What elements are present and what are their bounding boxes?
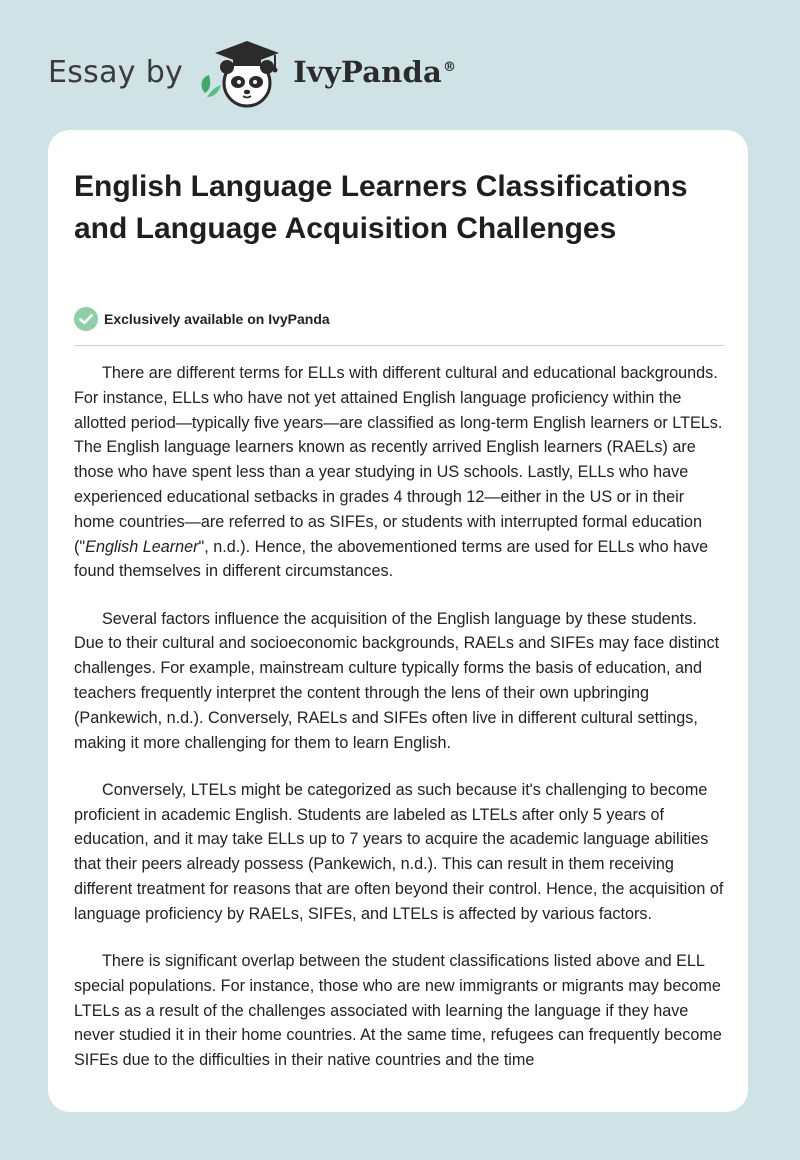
exclusive-badge: [74, 306, 330, 332]
paragraph-text: ", n.d.). Hence, the abovementioned terms are used for ELLs who have found themselves in different circumstances.: [74, 537, 709, 581]
check-circle-icon: [74, 307, 98, 331]
paragraph: There is significant overlap between the student classifications listed above and ELL special populations. For instance, those who are new immigrants or migrants may become LTELs as a result of the challenges associated with learning the language if they have never studied it in their home countries. At the same time, refugees can frequently become SIFEs due to the difficulties in their native countries and the time: [74, 951, 722, 1070]
brand-header: [48, 32, 456, 112]
brand-prefix: Essay by: [48, 54, 184, 90]
essay-card: [48, 130, 748, 1112]
citation-title: English Learner: [85, 537, 199, 556]
paragraph: Several factors influence the acquisition of the English language by these students. Due to their cultural and socioeconomic backgrounds, RAELs and SIFEs may face distinct challenges. For example, mainstream culture typically forms the basis of education, and teachers frequently interpret the content through the lens of their own upbringing (Pankewich, n.d.). Conversely, RAELs and SIFEs often live in different cultural settings, making it more challenging for them to learn English.: [74, 609, 720, 752]
paragraph-text: There are different terms for ELLs with different cultural and educational backgrounds. For instance, ELLs who have not yet attained English language proficiency within the allotted period—typically five years—are classified as long-term English learners or LTELs. The English language learners known as recently arrived English learners (RAELs) are those who have spent less than a year studying in US schools. Lastly, ELLs who have experienced educational setbacks in grades 4 through 12—either in the US or in their home countries—are referred to as SIFEs, or students with interrupted formal education (": [74, 364, 723, 556]
divider: [74, 345, 724, 346]
panda-graduate-logo-icon: [197, 35, 289, 109]
essay-body: [74, 361, 724, 1095]
essay-title: English Language Learners Classifications and Language Acquisition Challenges: [74, 170, 688, 245]
registered-mark: ®: [442, 60, 457, 76]
paragraph: Conversely, LTELs might be categorized as such because it's challenging to become proficient in academic English. Students are labeled as LTELs after only 5 years of education, and it may take ELLs up to 7 years to acquire the academic language abilities that their peers already possess (Pankewich, n.d.). This can result in them receiving different treatment for reasons that are often beyond their control. Hence, the acquisition of language proficiency by RAELs, SIFEs, and LTELs is affected by various factors.: [74, 780, 724, 923]
brand-name-text: IvyPanda: [293, 55, 442, 89]
paragraph: [74, 361, 724, 584]
brand-name: [293, 55, 456, 89]
exclusive-badge-text: Exclusively available on IvyPanda: [104, 311, 330, 327]
